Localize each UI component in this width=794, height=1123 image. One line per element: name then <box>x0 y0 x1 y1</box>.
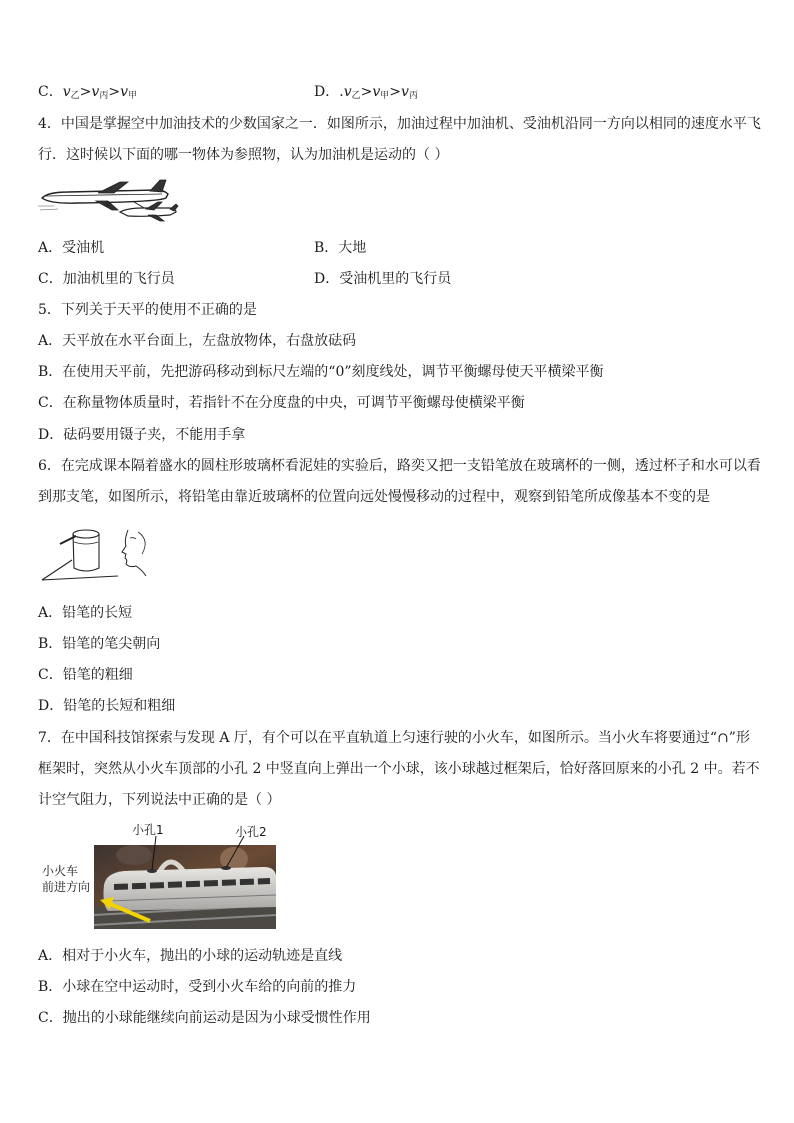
q6-stem-line1: 6．在完成课本隔着盛水的圆柱形玻璃杯看泥娃的实验后，路奕又把一支铅笔放在玻璃杯的一侧，透过杯子和水可以看 <box>38 458 761 474</box>
q5-stem: 5．下列关于天平的使用不正确的是 <box>38 302 257 318</box>
q6-option-a: A．铅笔的长短 <box>38 605 133 621</box>
label-hole-2: 小孔2 <box>235 825 267 839</box>
q7-option-b: B．小球在空中运动时，受到小火车给的向前的推力 <box>38 979 357 995</box>
q6-option-b: B．铅笔的笔尖朝向 <box>38 636 161 652</box>
label-hole-1: 小孔1 <box>132 823 164 837</box>
q5-option-c: C．在称量物体质量时，若指针不在分度盘的中央，可调节平衡螺母使横梁平衡 <box>38 395 525 411</box>
q7-stem-line1: 7．在中国科技馆探索与发现 A 厅，有个可以在平直轨道上匀速行驶的小火车，如图所示。当小火车将要通过“∩”形 <box>38 730 750 746</box>
q4-option-a: A．受油机 <box>38 240 105 256</box>
q5-option-b: B．在使用天平前，先把游码移动到标尺左端的“0”刻度线处，调节平衡螺母使天平横梁平衡 <box>38 364 604 380</box>
q6-stem-line2: 到那支笔，如图所示，将铅笔由靠近玻璃杯的位置向远处慢慢移动的过程中，观察到铅笔所成像基本不变的是 <box>38 489 710 505</box>
label-direction-line2: 前进方向 <box>42 880 91 894</box>
q3-option-d: D．$.v_乙>v_甲>v_丙$ <box>314 84 418 101</box>
pencil-glass-figure <box>38 524 158 584</box>
q7-stem-line3: 计空气阻力，下列说法中正确的是（ ） <box>38 792 281 808</box>
q6-option-d: D．铅笔的长短和粗细 <box>38 698 176 714</box>
q4-option-b: B．大地 <box>314 240 367 256</box>
q4-stem-line1: 4．中国是掌握空中加油技术的少数国家之一．如图所示，加油过程中加油机、受油机沿同一方向以相同的速度水平飞 <box>38 116 761 132</box>
q5-option-a: A．天平放在水平台面上，左盘放物体，右盘放砝码 <box>38 333 357 349</box>
label-direction-line1: 小火车 <box>42 864 79 878</box>
q4-option-c: C．加油机里的飞行员 <box>38 271 175 287</box>
refueling-airplanes-figure <box>38 176 180 222</box>
q7-option-a: A．相对于小火车，抛出的小球的运动轨迹是直线 <box>38 948 343 964</box>
q7-stem-line2: 框架时，突然从小火车顶部的小孔 2 中竖直向上弹出一个小球，该小球越过框架后，恰好落回原来的小孔 2 中。若不 <box>38 761 760 777</box>
q3-option-c: C．$v_乙>v_丙>v_甲$ <box>38 84 137 101</box>
q7-option-c: C．抛出的小球能继续向前运动是因为小球受惯性作用 <box>38 1010 371 1026</box>
q6-option-c: C．铅笔的粗细 <box>38 667 133 683</box>
q5-option-d: D．砝码要用镊子夹，不能用手拿 <box>38 427 246 443</box>
q4-stem-line2: 行．这时候以下面的哪一物体为参照物，认为加油机是运动的（ ） <box>38 147 449 163</box>
q4-option-d: D．受油机里的飞行员 <box>314 271 452 287</box>
